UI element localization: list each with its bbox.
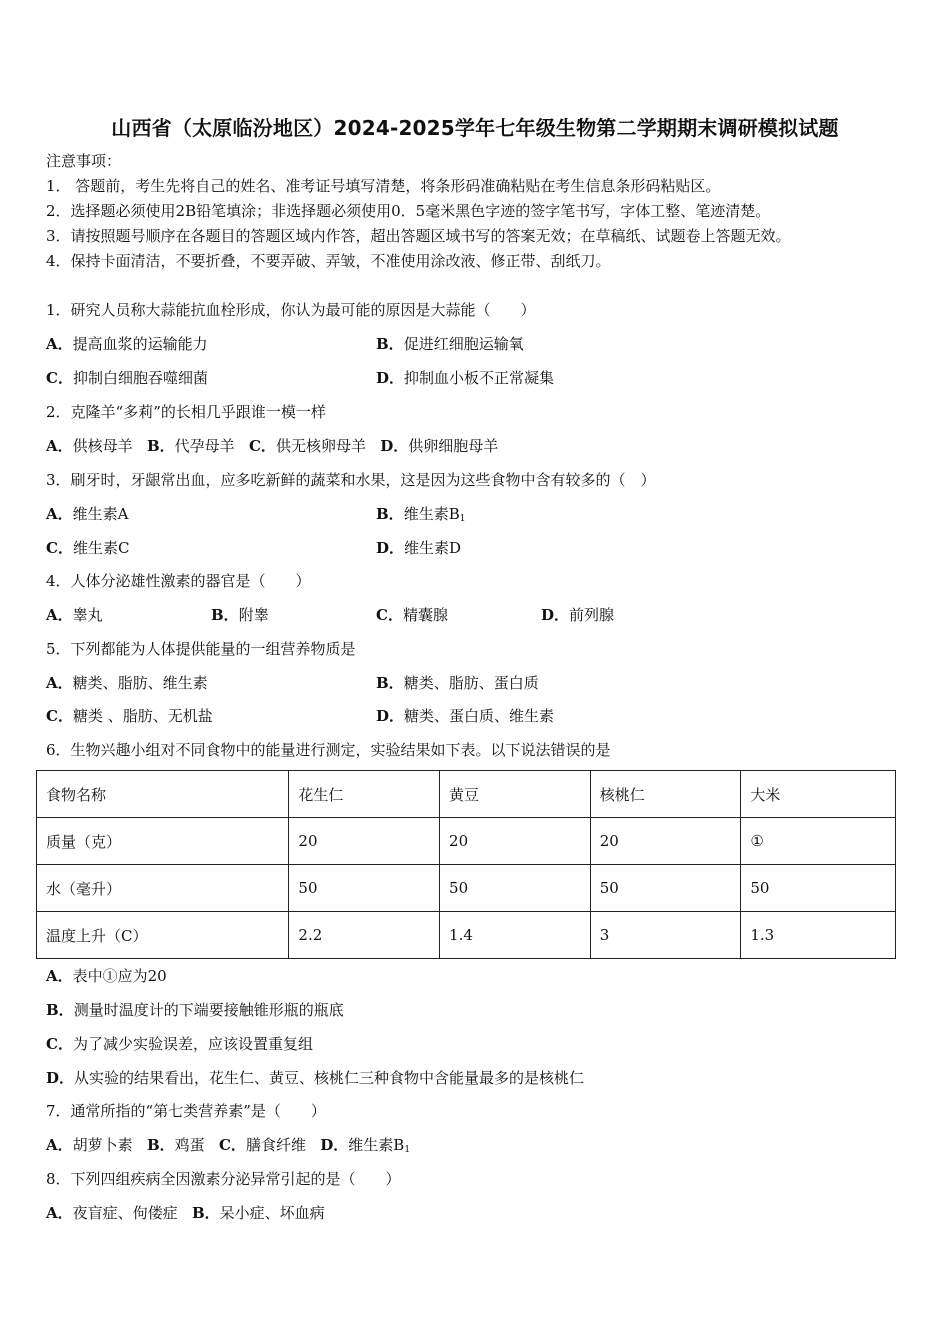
table-cell: 20 [440,818,591,865]
exam-title: 山西省（太原临汾地区）2024-2025学年七年级生物第二学期期末调研模拟试题 [111,116,839,140]
q6-option-c: C．为了减少实验误差，应该设置重复组 [46,1035,313,1053]
question-4-stem: 4．人体分泌雄性激素的器官是（ ） [46,572,311,590]
note-item: 4．保持卡面清洁，不要折叠，不要弄破、弄皱，不准使用涂改液、修正带、刮纸刀。 [46,252,611,270]
question-7-stem: 7．通常所指的“第七类营养素”是（ ） [46,1102,326,1120]
table-cell: 质量（克） [37,818,289,865]
note-item: 3．请按照题号顺序在各题目的答题区域内作答，超出答题区域书写的答案无效；在草稿纸、试题卷上答题无效。 [46,227,791,245]
q7-options-row: A．胡萝卜素 B．鸡蛋 C．膳食纤维 D．维生素$B_1$ [46,1136,411,1155]
question-6-stem: 6．生物兴趣小组对不同食物中的能量进行测定，实验结果如下表。以下说法错误的是 [46,741,611,759]
q6-option-a: A．表中①应为20 [46,967,167,985]
notes-heading: 注意事项： [46,152,122,170]
table-cell: 20 [590,818,741,865]
q1-option-c: C．抑制白细胞吞噬细菌 [46,369,208,387]
question-3-stem: 3．刷牙时，牙龈常出血，应多吃新鲜的蔬菜和水果，这是因为这些食物中含有较多的（ ） [46,471,656,489]
note-item: 2．选择题必须使用2B铅笔填涂；非选择题必须使用0．5毫米黑色字迹的签字笔书写，字体工整、笔迹清楚。 [46,202,771,220]
table-row [37,818,896,865]
q1-option-d: D．抑制血小板不正常凝集 [376,369,555,387]
q1-option-b: B．促进红细胞运输氧 [376,335,524,353]
table-header-row [37,771,896,818]
q1-option-a: A．提高血浆的运输能力 [46,335,208,353]
table-cell: 2.2 [289,912,440,959]
table-cell: 50 [741,865,896,912]
table-cell: 50 [289,865,440,912]
table-cell: 50 [590,865,741,912]
q6-option-b: B．测量时温度计的下端要接触锥形瓶的瓶底 [46,1001,344,1019]
q6-option-d: D．从实验的结果看出，花生仁、黄豆、核桃仁三种食物中含能量最多的是核桃仁 [46,1069,585,1087]
q5-option-c: C．糖类 、脂肪、无机盐 [46,707,213,725]
q4-option-b: B．附睾 [211,606,269,624]
table-cell: 20 [289,818,440,865]
q3-option-a: A．维生素A [46,505,129,523]
q8-options-row: A．夜盲症、佝偻症 B．呆小症、坏血病 [46,1204,325,1222]
q4-option-a: A．睾丸 [46,606,103,624]
table-cell: 水（毫升） [37,865,289,912]
question-1-stem: 1．研究人员称大蒜能抗血栓形成，你认为最可能的原因是大蒜能（ ） [46,301,536,319]
table-cell: 大米 [741,771,896,818]
q4-option-d: D．前列腺 [541,606,615,624]
table-cell: 温度上升（C） [37,912,289,959]
question-8-stem: 8．下列四组疾病全因激素分泌异常引起的是（ ） [46,1170,401,1188]
table-cell: 3 [590,912,741,959]
table-row [37,912,896,959]
table-cell: 1.4 [440,912,591,959]
table-cell: 黄豆 [440,771,591,818]
table-cell: 花生仁 [289,771,440,818]
question-2-stem: 2．克隆羊“多莉”的长相几乎跟谁一模一样 [46,403,326,421]
q5-option-d: D．糖类、蛋白质、维生素 [376,707,555,725]
table-row [37,865,896,912]
energy-table [36,770,896,959]
q3-option-b: B．维生素$B_1$ [376,505,466,524]
table-cell: 核桃仁 [590,771,741,818]
q2-options-row: A．供核母羊 B．代孕母羊 C．供无核卵母羊 D．供卵细胞母羊 [46,437,499,455]
note-item: 1． 答题前，考生先将自己的姓名、准考证号填写清楚，将条形码准确粘贴在考生信息条形码粘贴区。 [46,177,721,195]
q3-option-c: C．维生素C [46,539,130,557]
q3-option-d: D．维生素D [376,539,462,557]
table-cell: 50 [440,865,591,912]
q4-option-c: C．精囊腺 [376,606,448,624]
table-cell: ① [741,818,896,865]
q5-option-a: A．糖类、脂肪、维生素 [46,674,208,692]
table-cell: 食物名称 [37,771,289,818]
table-cell: 1.3 [741,912,896,959]
q5-option-b: B．糖类、脂肪、蛋白质 [376,674,539,692]
question-5-stem: 5．下列都能为人体提供能量的一组营养物质是 [46,640,356,658]
